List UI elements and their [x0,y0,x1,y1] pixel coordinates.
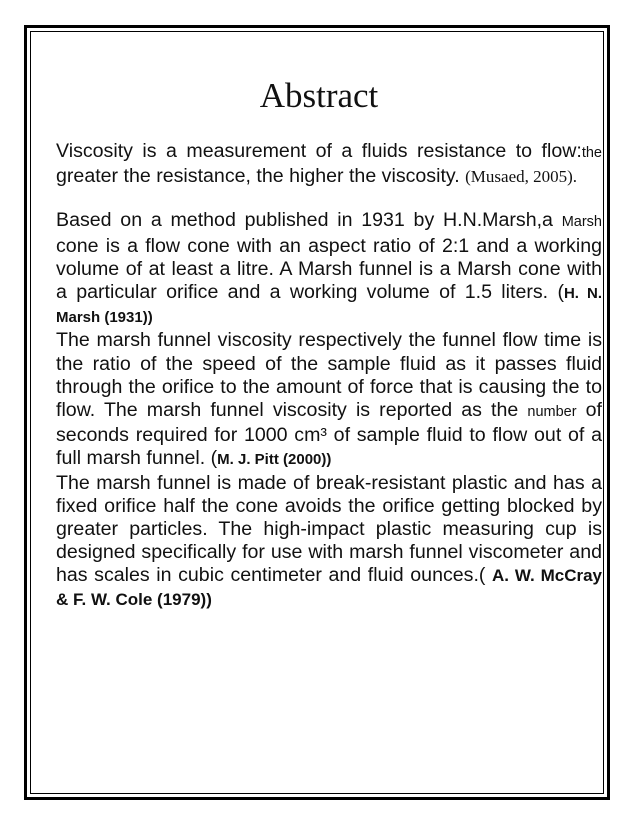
paragraph-text: The marsh funnel viscosity respectively the funnel flow time is the ratio of the speed of the sample fluid as it passes fluid through the orifice to the amount of force that is causing the to flow. The marsh funnel viscosity is reported as the [56,329,602,422]
citation-open-paren: ( [557,281,564,304]
paragraph-text: greater the resistance, the higher the viscosity. [56,165,466,188]
citation-mccray-cole: A. W. McCray & F. W. Cole (1979)) [56,566,602,609]
abstract-body [56,140,602,611]
paragraph-text-small: number [527,404,577,421]
citation-marsh: H. N. Marsh (1931)) [56,285,602,327]
paragraph-text-small: Marsh [561,214,602,231]
paragraph-marsh-cone [56,209,602,329]
paragraph-text: cone is a flow cone with an aspect ratio of 2:1 and a working volume of at least a litre. A Marsh funnel is a Marsh cone with a particular orifice and a working volume of 1.5 liters. [56,234,602,304]
citation-musaed: (Musaed, 2005). [465,167,578,187]
citation-pitt: M. J. Pitt (2000)) [217,451,332,469]
paragraph-text-small: the [581,145,602,161]
paragraph-viscosity-definition [56,140,602,188]
paragraph-text: The marsh funnel is made of break-resistant plastic and has a fixed orifice half the cone avoids the orifice getting blocked by greater particles. The high-impact plastic measuring cup is designed specifically for use with marsh funnel viscometer and has scales in cubic centimeter and fluid ounces.( [56,471,602,587]
paragraph-funnel-material [56,472,602,611]
paragraph-funnel-viscosity [56,329,602,471]
paragraph-text: of seconds required for 1000 cm³ of sample fluid to flow out of a full marsh funnel. ( [56,399,602,470]
paragraph-text: Viscosity is a measurement of a fluids resistance to flow: [56,140,582,162]
page-title: Abstract [259,76,379,115]
paragraph-text: Based on a method published in 1931 by H.N.Marsh,a [56,209,562,232]
